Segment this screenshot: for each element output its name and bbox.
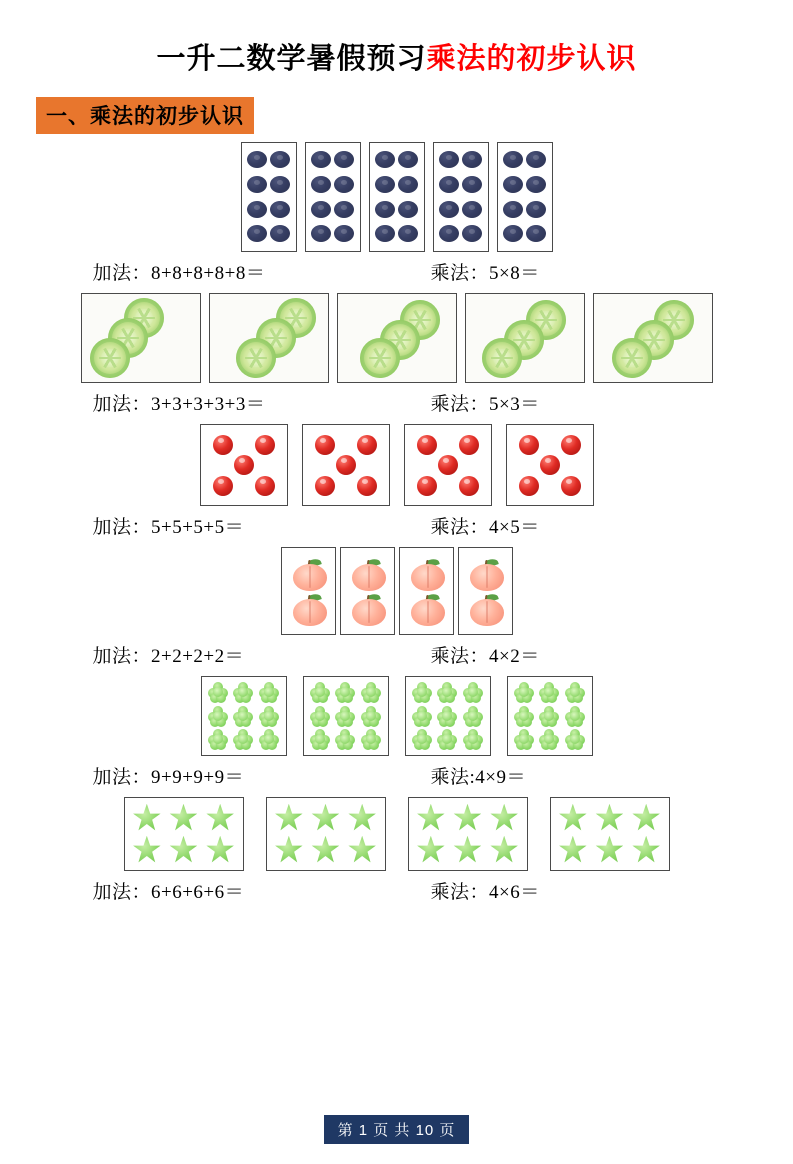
flower-icon xyxy=(437,682,457,702)
flower-icon xyxy=(233,706,253,726)
blueberry-icon xyxy=(270,151,290,168)
star-icon xyxy=(453,836,481,864)
red-dot-icon xyxy=(561,476,581,496)
star-icon xyxy=(133,804,161,832)
flower-icon xyxy=(335,729,355,749)
blueberry-icon xyxy=(503,176,523,193)
peach-icon xyxy=(470,594,504,626)
group-card xyxy=(404,424,492,506)
problem-5-images xyxy=(0,676,793,756)
star-icon xyxy=(595,836,623,864)
addition-expression: 加法：6+6+6+6＝ xyxy=(92,881,245,903)
peach-icon xyxy=(352,594,386,626)
group-card xyxy=(465,293,585,383)
star-icon xyxy=(348,804,376,832)
blueberry-icon xyxy=(375,225,395,242)
flower-icon xyxy=(335,706,355,726)
red-dot-icon xyxy=(519,476,539,496)
multiplication-expression: 乘法：4×6＝ xyxy=(430,881,540,903)
star-icon xyxy=(490,804,518,832)
page-title xyxy=(0,42,793,77)
flower-icon xyxy=(437,729,457,749)
flower-icon xyxy=(310,706,330,726)
star-icon xyxy=(632,836,660,864)
group-card xyxy=(266,797,386,871)
problem-4-images xyxy=(0,547,793,635)
cucumber-icon xyxy=(236,338,276,378)
star-icon xyxy=(348,836,376,864)
cucumber-icon xyxy=(90,338,130,378)
blueberry-icon xyxy=(247,201,267,218)
star-icon xyxy=(169,836,197,864)
group-card xyxy=(405,676,491,756)
red-dot-icon xyxy=(213,435,233,455)
blueberry-icon xyxy=(439,225,459,242)
flower-icon xyxy=(208,729,228,749)
section-header-wrap xyxy=(0,77,793,134)
addition-expression: 加法：5+5+5+5＝ xyxy=(92,516,245,538)
blueberry-icon xyxy=(375,151,395,168)
worksheet-page xyxy=(0,42,793,1164)
blueberry-icon xyxy=(311,176,331,193)
flower-icon xyxy=(412,682,432,702)
cucumber-icon xyxy=(360,338,400,378)
page-title-black: 一升二数学暑假预习 xyxy=(156,43,427,75)
blueberry-icon xyxy=(375,201,395,218)
red-dot-icon xyxy=(561,435,581,455)
group-card xyxy=(124,797,244,871)
group-card xyxy=(593,293,713,383)
blueberry-icon xyxy=(398,176,418,193)
flower-icon xyxy=(259,729,279,749)
group-card xyxy=(458,547,513,635)
red-dot-icon xyxy=(255,435,275,455)
blueberry-icon xyxy=(375,176,395,193)
flower-icon xyxy=(539,682,559,702)
addition-expression: 加法：8+8+8+8+8＝ xyxy=(92,262,266,284)
star-icon xyxy=(206,804,234,832)
group-card xyxy=(81,293,201,383)
blueberry-icon xyxy=(270,176,290,193)
multiplication-expression: 乘法：5×8＝ xyxy=(430,262,540,284)
blueberry-icon xyxy=(462,151,482,168)
peach-icon xyxy=(411,594,445,626)
peach-icon xyxy=(470,559,504,591)
red-dot-icon xyxy=(357,435,377,455)
red-dot-icon xyxy=(459,476,479,496)
problem-2-images xyxy=(0,293,793,383)
red-dot-icon xyxy=(519,435,539,455)
red-dot-icon xyxy=(459,435,479,455)
peach-icon xyxy=(293,594,327,626)
blueberry-icon xyxy=(462,201,482,218)
problem-6-images xyxy=(0,797,793,871)
red-dot-icon xyxy=(417,476,437,496)
flower-icon xyxy=(335,682,355,702)
blueberry-icon xyxy=(462,225,482,242)
multiplication-expression: 乘法:4×9＝ xyxy=(430,766,526,788)
multiplication-expression: 乘法：4×2＝ xyxy=(430,645,540,667)
star-icon xyxy=(595,804,623,832)
red-dot-icon xyxy=(438,455,458,475)
blueberry-icon xyxy=(334,151,354,168)
flower-icon xyxy=(565,729,585,749)
flower-icon xyxy=(310,729,330,749)
blueberry-icon xyxy=(526,176,546,193)
blueberry-icon xyxy=(311,225,331,242)
blueberry-icon xyxy=(270,225,290,242)
problem-3-images xyxy=(0,424,793,506)
group-card xyxy=(209,293,329,383)
flower-icon xyxy=(412,729,432,749)
red-dot-icon xyxy=(357,476,377,496)
star-icon xyxy=(453,804,481,832)
star-icon xyxy=(559,836,587,864)
flower-icon xyxy=(259,706,279,726)
page-number: 第 1 页 共 10 页 xyxy=(324,1115,470,1144)
flower-icon xyxy=(361,729,381,749)
blueberry-icon xyxy=(398,225,418,242)
flower-icon xyxy=(514,729,534,749)
blueberry-icon xyxy=(247,151,267,168)
flower-icon xyxy=(437,706,457,726)
flower-icon xyxy=(565,682,585,702)
addition-expression: 加法：3+3+3+3+3＝ xyxy=(92,393,266,415)
star-icon xyxy=(417,804,445,832)
group-card xyxy=(506,424,594,506)
section-header: 一、乘法的初步认识 xyxy=(36,97,254,134)
star-icon xyxy=(311,804,339,832)
group-card xyxy=(408,797,528,871)
blueberry-icon xyxy=(398,201,418,218)
group-card xyxy=(497,142,553,252)
blueberry-icon xyxy=(311,151,331,168)
multiplication-expression: 乘法：5×3＝ xyxy=(430,393,540,415)
problem-1-equations xyxy=(0,258,793,285)
flower-icon xyxy=(310,682,330,702)
problem-1-images xyxy=(0,142,793,252)
group-card xyxy=(433,142,489,252)
blueberry-icon xyxy=(439,201,459,218)
peach-icon xyxy=(352,559,386,591)
blueberry-icon xyxy=(334,201,354,218)
blueberry-icon xyxy=(311,201,331,218)
blueberry-icon xyxy=(247,225,267,242)
flower-icon xyxy=(208,682,228,702)
blueberry-icon xyxy=(462,176,482,193)
blueberry-icon xyxy=(439,151,459,168)
group-card xyxy=(200,424,288,506)
star-icon xyxy=(490,836,518,864)
addition-expression: 加法：2+2+2+2＝ xyxy=(92,645,245,667)
flower-icon xyxy=(233,729,253,749)
cucumber-icon xyxy=(482,338,522,378)
flower-icon xyxy=(259,682,279,702)
blueberry-icon xyxy=(334,176,354,193)
flower-icon xyxy=(463,729,483,749)
problem-6-equations xyxy=(0,877,793,904)
flower-icon xyxy=(514,706,534,726)
blueberry-icon xyxy=(503,201,523,218)
flower-icon xyxy=(463,682,483,702)
peach-icon xyxy=(293,559,327,591)
problem-2-equations xyxy=(0,389,793,416)
star-icon xyxy=(559,804,587,832)
flower-icon xyxy=(361,706,381,726)
peach-icon xyxy=(411,559,445,591)
star-icon xyxy=(275,804,303,832)
red-dot-icon xyxy=(213,476,233,496)
star-icon xyxy=(311,836,339,864)
blueberry-icon xyxy=(503,151,523,168)
red-dot-icon xyxy=(234,455,254,475)
red-dot-icon xyxy=(336,455,356,475)
flower-icon xyxy=(514,682,534,702)
flower-icon xyxy=(539,706,559,726)
red-dot-icon xyxy=(315,476,335,496)
group-card xyxy=(399,547,454,635)
red-dot-icon xyxy=(417,435,437,455)
star-icon xyxy=(206,836,234,864)
flower-icon xyxy=(565,706,585,726)
problem-4-equations xyxy=(0,641,793,668)
group-card xyxy=(369,142,425,252)
addition-expression: 加法：9+9+9+9＝ xyxy=(92,766,245,788)
star-icon xyxy=(275,836,303,864)
flower-icon xyxy=(233,682,253,702)
flower-icon xyxy=(463,706,483,726)
multiplication-expression: 乘法：4×5＝ xyxy=(430,516,540,538)
blueberry-icon xyxy=(247,176,267,193)
blueberry-icon xyxy=(334,225,354,242)
page-footer xyxy=(0,1115,793,1144)
blueberry-icon xyxy=(503,225,523,242)
flower-icon xyxy=(539,729,559,749)
flower-icon xyxy=(412,706,432,726)
group-card xyxy=(303,676,389,756)
cucumber-icon xyxy=(612,338,652,378)
star-icon xyxy=(417,836,445,864)
problem-3-equations xyxy=(0,512,793,539)
star-icon xyxy=(169,804,197,832)
group-card xyxy=(302,424,390,506)
blueberry-icon xyxy=(439,176,459,193)
flower-icon xyxy=(208,706,228,726)
group-card xyxy=(281,547,336,635)
group-card xyxy=(241,142,297,252)
star-icon xyxy=(133,836,161,864)
group-card xyxy=(507,676,593,756)
group-card xyxy=(201,676,287,756)
red-dot-icon xyxy=(540,455,560,475)
blueberry-icon xyxy=(526,201,546,218)
flower-icon xyxy=(361,682,381,702)
group-card xyxy=(550,797,670,871)
blueberry-icon xyxy=(526,225,546,242)
group-card xyxy=(340,547,395,635)
blueberry-icon xyxy=(398,151,418,168)
red-dot-icon xyxy=(255,476,275,496)
red-dot-icon xyxy=(315,435,335,455)
blueberry-icon xyxy=(526,151,546,168)
group-card xyxy=(305,142,361,252)
star-icon xyxy=(632,804,660,832)
blueberry-icon xyxy=(270,201,290,218)
group-card xyxy=(337,293,457,383)
page-title-red: 乘法的初步认识 xyxy=(426,43,637,75)
problem-5-equations xyxy=(0,762,793,789)
